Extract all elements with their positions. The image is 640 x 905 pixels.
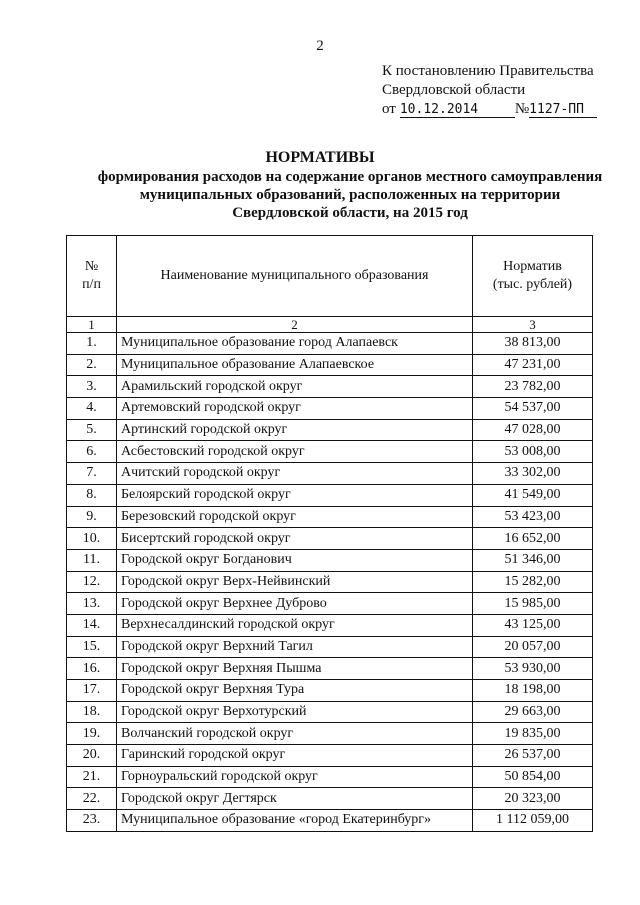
- municipality-name: Гаринский городской округ: [117, 745, 473, 767]
- column-index: 2: [117, 317, 473, 333]
- row-number: 22.: [67, 788, 117, 810]
- norm-value: 47 231,00: [473, 354, 593, 376]
- municipality-name: Муниципальное образование «город Екатеринбург»: [117, 810, 473, 832]
- norm-value: 47 028,00: [473, 419, 593, 441]
- norm-value: 41 549,00: [473, 484, 593, 506]
- norm-value: 1 112 059,00: [473, 810, 593, 832]
- header-number: № п/п: [67, 236, 117, 317]
- approval-line-2: Свердловской области: [382, 82, 526, 98]
- row-number: 23.: [67, 810, 117, 832]
- row-number: 12.: [67, 571, 117, 593]
- table-row: [67, 810, 593, 832]
- municipality-name: Артинский городской округ: [117, 419, 473, 441]
- norm-value: 23 782,00: [473, 376, 593, 398]
- municipality-name: Городской округ Верхняя Тура: [117, 680, 473, 702]
- norm-value: 15 282,00: [473, 571, 593, 593]
- row-number: 10.: [67, 528, 117, 550]
- table-row: [67, 788, 593, 810]
- approval-date: 10.12.2014: [400, 102, 515, 118]
- municipality-name: Городской округ Верх-Нейвинский: [117, 571, 473, 593]
- table-row: [67, 354, 593, 376]
- table-row: [67, 441, 593, 463]
- municipality-name: Горноуральский городской округ: [117, 766, 473, 788]
- municipality-name: Артемовский городской округ: [117, 398, 473, 420]
- table-row: [67, 463, 593, 485]
- row-number: 4.: [67, 398, 117, 420]
- table-row: [67, 745, 593, 767]
- row-number: 18.: [67, 701, 117, 723]
- norm-value: 51 346,00: [473, 549, 593, 571]
- norm-value: 53 008,00: [473, 441, 593, 463]
- municipality-name: Белоярский городской округ: [117, 484, 473, 506]
- header-norm: Норматив (тыс. рублей): [473, 236, 593, 317]
- row-number: 17.: [67, 680, 117, 702]
- table-row: [67, 636, 593, 658]
- norm-value: 19 835,00: [473, 723, 593, 745]
- subtitle-line-1: формирования расходов на содержание органов местного самоуправления: [97, 169, 603, 185]
- table-row: [67, 766, 593, 788]
- table-row: [67, 680, 593, 702]
- table-row: [67, 398, 593, 420]
- document-title: НОРМАТИВЫ: [265, 149, 375, 166]
- row-number: 14.: [67, 614, 117, 636]
- table-header-row: [67, 236, 593, 317]
- norm-value: 15 985,00: [473, 593, 593, 615]
- norm-value: 20 323,00: [473, 788, 593, 810]
- table-row: [67, 614, 593, 636]
- municipality-name: Городской округ Богданович: [117, 549, 473, 571]
- subtitle-line-2: муниципальных образований, расположенных на территории: [139, 187, 561, 203]
- table-row: [67, 593, 593, 615]
- column-index: 3: [473, 317, 593, 333]
- table-row: [67, 376, 593, 398]
- table-row: [67, 333, 593, 355]
- table-row: [67, 701, 593, 723]
- approval-block: [382, 62, 597, 119]
- norm-value: 16 652,00: [473, 528, 593, 550]
- row-number: 8.: [67, 484, 117, 506]
- row-number: 21.: [67, 766, 117, 788]
- header-name: Наименование муниципального образования: [117, 236, 473, 317]
- table-row: [67, 506, 593, 528]
- municipality-name: Городской округ Верхний Тагил: [117, 636, 473, 658]
- municipality-name: Асбестовский городской округ: [117, 441, 473, 463]
- row-number: 20.: [67, 745, 117, 767]
- row-number: 13.: [67, 593, 117, 615]
- norm-value: 26 537,00: [473, 745, 593, 767]
- norm-value: 29 663,00: [473, 701, 593, 723]
- norms-table: [66, 235, 593, 832]
- table-row: [67, 484, 593, 506]
- table-row: [67, 549, 593, 571]
- approval-number-label: №: [514, 101, 530, 117]
- municipality-name: Городской округ Верхняя Пышма: [117, 658, 473, 680]
- municipality-name: Верхнесалдинский городской округ: [117, 614, 473, 636]
- table-row: [67, 723, 593, 745]
- row-number: 7.: [67, 463, 117, 485]
- approval-number: 1127-ПП: [529, 102, 597, 118]
- table-row: [67, 419, 593, 441]
- approval-line-1: К постановлению Правительства: [382, 63, 594, 79]
- municipality-name: Березовский городской округ: [117, 506, 473, 528]
- municipality-name: Муниципальное образование город Алапаевск: [117, 333, 473, 355]
- norm-value: 20 057,00: [473, 636, 593, 658]
- column-index: 1: [67, 317, 117, 333]
- norm-value: 33 302,00: [473, 463, 593, 485]
- row-number: 6.: [67, 441, 117, 463]
- table-row: [67, 571, 593, 593]
- row-number: 3.: [67, 376, 117, 398]
- municipality-name: Городской округ Верхотурский: [117, 701, 473, 723]
- municipality-name: Бисертский городской округ: [117, 528, 473, 550]
- municipality-name: Волчанский городской округ: [117, 723, 473, 745]
- municipality-name: Городской округ Верхнее Дуброво: [117, 593, 473, 615]
- norm-value: 43 125,00: [473, 614, 593, 636]
- norm-value: 53 930,00: [473, 658, 593, 680]
- table-row: [67, 528, 593, 550]
- row-number: 9.: [67, 506, 117, 528]
- approval-line-3: [382, 100, 597, 119]
- row-number: 5.: [67, 419, 117, 441]
- norm-value: 18 198,00: [473, 680, 593, 702]
- row-number: 2.: [67, 354, 117, 376]
- column-index-row: [67, 317, 593, 333]
- row-number: 19.: [67, 723, 117, 745]
- document-subtitle: [60, 168, 640, 222]
- row-number: 16.: [67, 658, 117, 680]
- approval-from-label: от: [382, 101, 396, 117]
- table-row: [67, 658, 593, 680]
- norm-value: 50 854,00: [473, 766, 593, 788]
- row-number: 11.: [67, 549, 117, 571]
- subtitle-line-3: Свердловской области, на 2015 год: [232, 205, 468, 221]
- row-number: 1.: [67, 333, 117, 355]
- norm-value: 54 537,00: [473, 398, 593, 420]
- norm-value: 38 813,00: [473, 333, 593, 355]
- row-number: 15.: [67, 636, 117, 658]
- norm-value: 53 423,00: [473, 506, 593, 528]
- municipality-name: Ачитский городской округ: [117, 463, 473, 485]
- municipality-name: Арамильский городской округ: [117, 376, 473, 398]
- page-number: 2: [316, 38, 324, 54]
- municipality-name: Городской округ Дегтярск: [117, 788, 473, 810]
- municipality-name: Муниципальное образование Алапаевское: [117, 354, 473, 376]
